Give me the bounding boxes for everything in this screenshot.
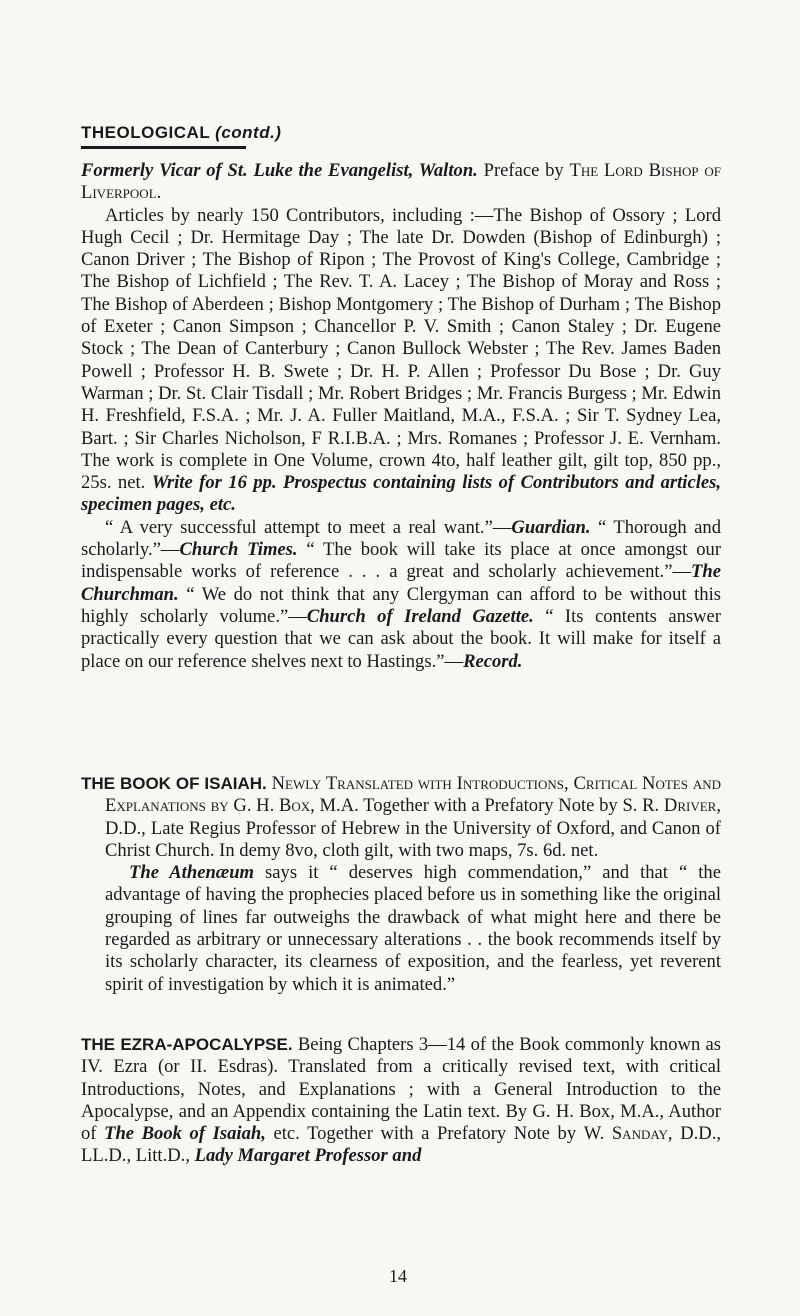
- isaiah-review: [81, 862, 721, 996]
- quote-5-source: Record.: [463, 650, 523, 672]
- entry-body: [81, 205, 721, 517]
- section-contd: (contd.): [215, 123, 282, 142]
- quote-3-source: The Churchman.: [81, 561, 721, 605]
- entry-ezra: [81, 1034, 721, 1168]
- quote-1: “ A very successful attempt to meet a real want.”—: [105, 516, 512, 538]
- isaiah-driver: S. R. Driver,: [622, 795, 721, 817]
- isaiah-title: THE BOOK OF ISAIAH.: [81, 774, 267, 793]
- entry-isaiah: [81, 773, 721, 996]
- ezra-title: THE EZRA-APOCALYPSE.: [81, 1035, 293, 1054]
- quote-4: “ We do not think that any Clergyman can afford to be without this highly scholarly volume.”—: [81, 583, 721, 627]
- section-title: THEOLOGICAL: [81, 123, 210, 142]
- section-header: [81, 123, 281, 143]
- ezra-text-2: etc. Together with a Prefatory Note by: [265, 1123, 584, 1145]
- lead-smallcaps: The Lord Bishop of Liverpool.: [81, 160, 721, 204]
- contributors-text: Articles by nearly 150 Contributors, including :—The Bishop of Ossory ; Lord Hugh Cecil ; Dr. Hermitage Day ; The late Dr. Dowden (Bishop of Edinburgh) ; Canon Driver ; The Bishop of Ripon ; The Provost of King's College, Cambridge ; The Bishop of Lichfield ; The Rev. T. A. Lacey ; The Bishop of Moray and Ross ; The Bishop of Aberdeen ; Bishop Montgomery ; The Bishop of Durham ; The Bishop of Exeter ; Canon Simpson ; Chancellor P. V. Smith ; Canon Staley ; Dr. Eugene Stock ; The Dean of Canterbury ; Canon Bullock Webster ; The Rev. James Baden Powell ; Professor H. B. Swete ; Dr. H. P. Allen ; Professor Du Bose ; Dr. Guy Warman ; Dr. St. Clair Tisdall ; Mr. Robert Bridges ; Mr. Francis Burgess ; Mr. Edwin H. Freshfield, F.S.A. ; Mr. J. A. Fuller Maitland, M.A., F.S.A. ; Sir T. Sydney Lea, Bart. ; Sir Charles Nicholson, F R.I.B.A. ; Mrs. Romanes ; Professor J. E. Vernham. The work is complete in One Volume, crown 4to, half leather gilt, gilt top, 850 pp., 25s. net.: [81, 204, 721, 494]
- ezra-text-3: D.D., LL.D., Litt.D.,: [81, 1123, 721, 1167]
- athenaeum: The Athenæum: [129, 862, 255, 884]
- ezra-text: [81, 1034, 721, 1168]
- page-number: 14: [389, 1266, 407, 1286]
- press-quotes: [81, 517, 721, 673]
- isaiah-text-1: M.A. Together with a Prefatory Note by: [314, 795, 623, 817]
- quote-2-source: Church Times.: [179, 539, 298, 561]
- ezra-sanday: W. Sanday,: [583, 1123, 673, 1145]
- lead-rest: Preface by: [477, 160, 570, 181]
- quote-5: “ Its contents answer practically every question that we can ask about the book. It will make for itself a place on our reference shelves next to Hastings.”—: [81, 605, 721, 672]
- entry-encyclopaedia: [81, 160, 721, 673]
- isaiah-subtitle: Newly Translated with Introductions, Critical Notes and Explanations by G. H. Box,: [105, 773, 721, 817]
- header-rule: [81, 146, 246, 149]
- quote-1-source: Guardian.: [511, 516, 591, 538]
- lead-italic: Formerly Vicar of St. Luke the Evangelist, Walton.: [81, 160, 478, 181]
- quote-4-source: Church of Ireland Gazette.: [306, 605, 534, 627]
- athenaeum-quote: says it “ deserves high commendation,” and that “ the advantage of having the prophecies placed before us in something like the original grouping of lines far outweighs the drawback of what might here and there be regarded as arbitrary or unnecessary alterations . . the book recommends itself by its scholarly character, its clearness of exposition, and the fearless, yet reverent spirit of investigation by which it is animated.”: [105, 862, 721, 995]
- isaiah-heading: [81, 773, 721, 862]
- prospectus-note: Write for 16 pp. Prospectus containing lists of Contributors and articles, specimen pages, etc.: [81, 472, 721, 516]
- quote-3: “ The book will take its place at once amongst our indispensable works of reference . . . a great and scholarly achievement.”—: [81, 539, 722, 583]
- quote-2: “ Thorough and scholarly.”—: [81, 516, 721, 561]
- ezra-professor: Lady Margaret Professor and: [194, 1145, 422, 1167]
- entry-lead: [81, 160, 721, 205]
- ezra-text-1: Being Chapters 3—14 of the Book commonly known as IV. Ezra (or II. Esdras). Translated from a critically revised text, with critical Introductions, Notes, and Explanations ; with a General Introduction to the Apocalypse, and an Appendix containing the Latin text. By G. H. Box, M.A., Author of: [81, 1034, 721, 1145]
- isaiah-text-2: D.D., Late Regius Professor of Hebrew in the University of Oxford, and Canon of Christ Church. In demy 8vo, cloth gilt, with two maps, 7s. 6d. net.: [105, 817, 721, 861]
- ezra-isaiah-ref: The Book of Isaiah,: [104, 1123, 266, 1145]
